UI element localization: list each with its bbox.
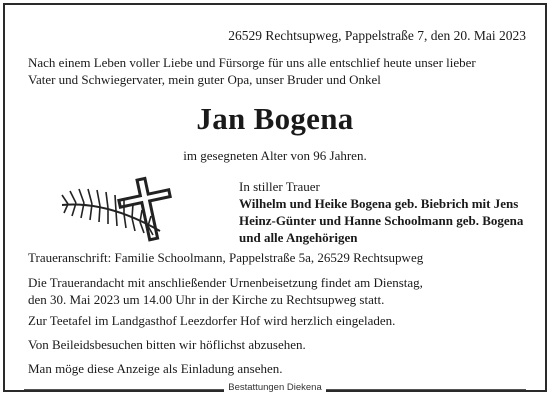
mourners-block (239, 178, 523, 246)
place-date: 26529 Rechtsupweg, Pappelstraße 7, den 20. Mai 2023 (228, 28, 526, 43)
mourner-line: Wilhelm und Heike Bogena geb. Biebrich mit Jens (239, 196, 519, 211)
mourner-line: und alle Angehörigen (239, 230, 358, 245)
mourning-lead: In stiller Trauer (239, 179, 320, 194)
footer-credit: Bestattungen Diekena (224, 382, 325, 393)
mourner-line: Heinz-Günter und Hanne Schoolmann geb. Bogena (239, 213, 524, 228)
intro-text (28, 54, 476, 88)
age-line: im gesegneten Alter von 96 Jahren. (183, 148, 367, 163)
service-line: den 30. Mai 2023 um 14.00 Uhr in der Kirche zu Rechtsupweg statt. (28, 292, 385, 307)
cross-with-palm-frond-icon (58, 175, 198, 245)
intro-line: Nach einem Leben voller Liebe und Fürsorge für uns alle entschlief heute unser lieber (28, 55, 476, 70)
invitation-note: Man möge diese Anzeige als Einladung ansehen. (28, 361, 283, 376)
intro-line: Vater und Schwiegervater, mein guter Opa, unser Bruder und Onkel (28, 72, 381, 87)
footer-credit-wrap (0, 382, 550, 394)
service-line: Die Trauerandacht mit anschließender Urnenbeisetzung findet am Dienstag, (28, 275, 423, 290)
condolence-request: Von Beileidsbesuchen bitten wir höflichst abzusehen. (28, 337, 306, 352)
service-info (28, 274, 423, 308)
coffee-invitation: Zur Teetafel im Landgasthof Leezdorfer Hof wird herzlich eingeladen. (28, 313, 396, 328)
mourning-address: Traueranschrift: Familie Schoolmann, Pappelstraße 5a, 26529 Rechtsupweg (28, 250, 424, 265)
deceased-name: Jan Bogena (196, 101, 354, 136)
